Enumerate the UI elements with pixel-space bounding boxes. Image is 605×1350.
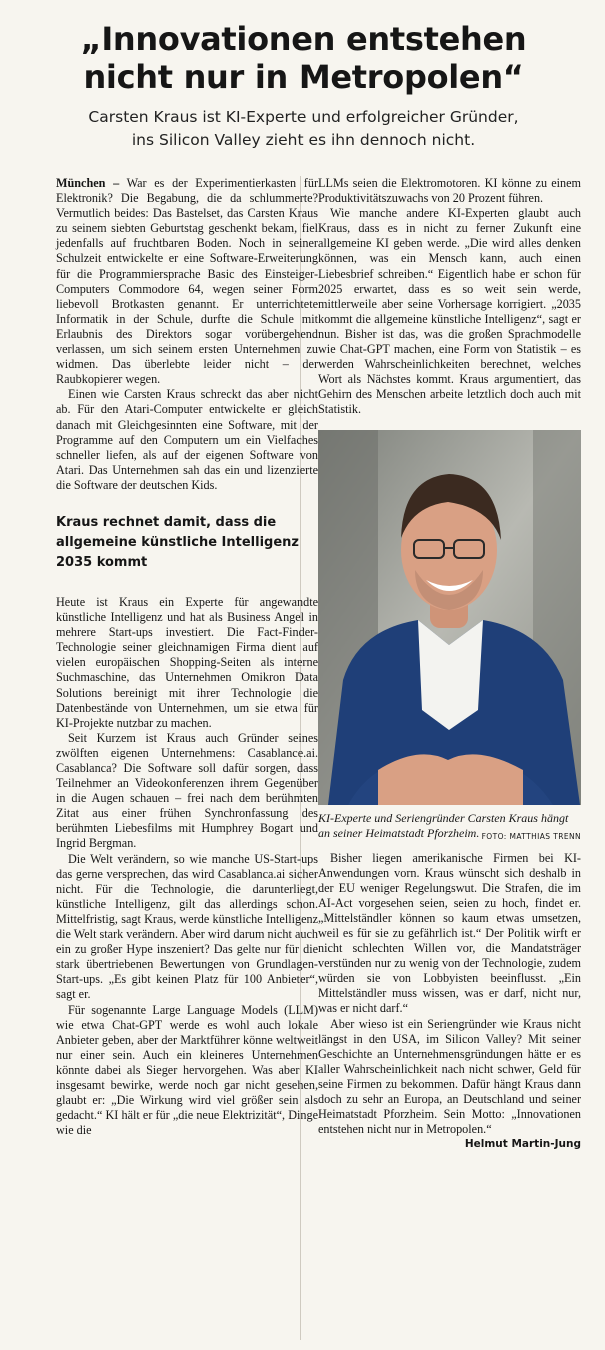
portrait-photo — [318, 430, 581, 805]
article-headline — [26, 0, 581, 96]
dateline: München – — [56, 176, 120, 190]
paragraph: Wie manche andere KI-Experten glaubt auch Kraus, dass es in nicht zu ferner Zukunft eine allgemeine KI geben werde. „Die wird alles denken können, was ein Mensch kann, auch einen Liebesbrief schreiben.“ Eigentlich habe er schon für 2025 erwartet, dass es so weit sein werde, mittlerweile aber seine Vorhersage korrigiert. „2035 kommt die allgemeine künstliche Intelligenz“, sagt er nun. Bisher ist das, was die großen Sprachmodelle wie Chat-GPT machen, eine Form von Statistik – es werden Wahrscheinlichkeiten berechnet, welches Wort als Nächstes kommt. Kraus argumentiert, das Gehirn des Menschen arbeite letztlich doch auch mit Statistik. — [318, 206, 581, 417]
paragraph-text: War es der Experimentierkasten für Elektronik? Die Begabung, die da schlummerte? Vermutlich beides: Das Bastelset, das Carsten Kraus zu seinem siebten Geburtstag geschenkt bekam, fiel jedenfalls auf fruchtbaren Boden. Noch in seiner Schulzeit entwickelte er eine Software-Erweiterung für die Programmiersprache Basic des Einsteiger-Computers Commodore 64, wegen seiner Form liebevoll Brotkasten genannt. Er unterrichtete Informatik in der Schule, durfte die Schule mit Erlaubnis des Direktors sogar vorübergehend verlassen, um sich seinem ersten Unternehmen zu widmen. Das überlebte leider nicht – der Raubkopierer wegen. — [56, 176, 319, 387]
portrait-photo-icon — [318, 430, 581, 805]
photo-credit: FOTO: MATTHIAS TRENN — [481, 831, 581, 841]
subheadline-line-2: ins Silicon Valley zieht es ihn dennoch nicht. — [131, 131, 476, 149]
subheadline-line-1: Carsten Kraus ist KI-Experte und erfolgreicher Gründer, — [88, 108, 519, 126]
paragraph: Seit Kurzem ist Kraus auch Gründer seines zwölften eigenen Unternehmens: Casablance.ai. Casablanca? Die Software soll dafür sorgen, dass Teilnehmer an Videokonferenzen ihrem Gegenüber in die Augen schauen – frei nach dem berühmten Zitat aus einer frühen Synchronfassung des berühmten Liebesfilms mit Humphrey Bogart und Ingrid Bergman. — [56, 730, 318, 851]
paragraph: Heute ist Kraus ein Experte für angewandte künstliche Intelligenz und hat als Business Angel in mehrere Start-ups investiert. Die Fact-Finder-Technologie seiner gleichnamigen Firma dient auf vielen europäischen Shopping-Seiten als interne Suchmaschine, das Unternehmen Omikron Data Solutions bereinigt mit ihrer Technologie die Datenbestände von Unternehmen, um sie etwa für KI-Projekte nutzbar zu machen. — [56, 594, 318, 730]
article-subheadline — [26, 106, 581, 152]
paragraph: Die Welt verändern, so wie manche US-Start-ups das gerne versprechen, das wird Casablanca.ai sicher nicht. Für die Technologie, die darunterliegt, künstliche Intelligenz, gilt das allerdings schon. Mittelfristig, sagt Kraus, werde künstliche Intelligenz die Welt stark verändern. Aber wird darum nicht auch ein zu großer Hype inszeniert? Das gelte nur für die stark übertriebenen Bewertungen von Grundlagen-Start-ups. „Es gibt keinen Platz für 100 Anbieter“, sagt er. — [56, 851, 318, 1002]
paragraph: Für sogenannte Large Language Models (LLM) wie etwa Chat-GPT werde es wohl auch lokale Anbieter geben, aber der Marktführer könne weltweit nur einer sein. Auch ein kleineres Unternehmen könnte dabei als Sieger hervorgehen. Was aber KI insgesamt bewirke, werde noch gar nicht gesehen, glaubt er: „Die Wirkung wird viel größer sein als gedacht.“ KI hält er für „die neue Elektrizität“, Dinge wie die — [56, 1002, 318, 1138]
section-subhead: Kraus rechnet damit, dass die allgemeine künstliche Intelligenz 2035 kommt — [56, 514, 299, 570]
headline-line-1: „Innovationen entstehen — [80, 20, 527, 58]
column-right — [318, 176, 581, 1152]
paragraph: Einen wie Carsten Kraus schreckt das aber nicht ab. Für den Atari-Computer entwickelte er gleich danach mit Gleichgesinnten eine Software, mit der Programme auf den Computern um ein Vielfaches schneller liefen, als auf der eigenen Software von Atari. Das Unternehmen sah das ein und lizenzierte die Software der deutschen Kids. — [56, 387, 318, 492]
photo-caption — [318, 811, 581, 841]
paragraph — [56, 176, 318, 387]
paragraph: LLMs seien die Elektromotoren. KI könne zu einem Produktivitätszuwachs von 20 Prozent führen. — [318, 176, 581, 206]
caption-text: KI-Experte und Seriengründer Carsten Kraus hängt an seiner Heimatstadt Pforzheim. — [318, 810, 569, 840]
headline-line-2: nicht nur in Metropolen“ — [83, 58, 524, 96]
author-name: Helmut Martin-Jung — [464, 1138, 581, 1151]
article-body — [56, 176, 581, 1152]
paragraph: Bisher liegen amerikanische Firmen bei KI-Anwendungen vorn. Kraus wünscht sich deshalb in der EU weniger Regelungswut. Die Strafen, die im AI-Act vorgesehen seien, seien zu hoch, findet er. „Mittelständler können so kaum etwas umsetzen, weil es für sie zu gefährlich ist.“ Der Politik wirft er nicht schlechten Willen vor, die Mandatsträger verstünden nur zu wenig von der Technologie, zudem würden sie von Lobbyisten beeinflusst. „Ein Mittelständler muss wissen, was er darf, nicht nur, was er nicht darf.“ — [318, 850, 581, 1016]
paragraph: Aber wieso ist ein Seriengründer wie Kraus nicht längst in den USA, im Silicon Valley? Mit seiner Geschichte an Unternehmensgründungen hätte er es aller Wahrscheinlichkeit nach nicht schwer, Geld für seine Firmen zu bekommen. Dafür hängt Kraus dann doch zu sehr an Europa, an Deutschland und seiner Heimatstadt Pforzheim. Sein Motto: „Innovationen entstehen nicht nur in Metropolen.“ — [318, 1016, 581, 1137]
column-left — [56, 176, 318, 1152]
